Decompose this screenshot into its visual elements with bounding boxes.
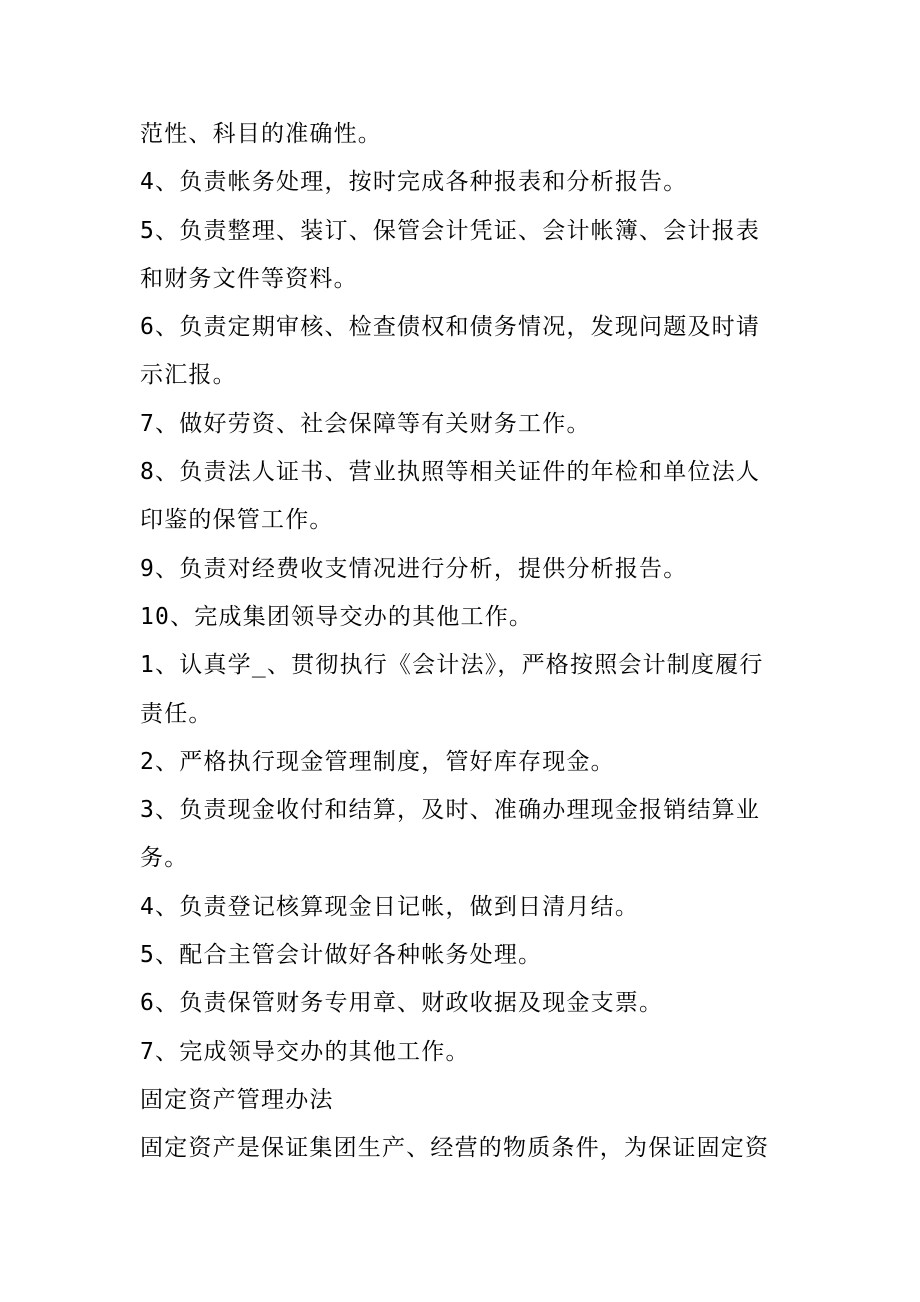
text-line: 5、配合主管会计做好各种帐务处理。 — [140, 942, 543, 969]
text-line: 务。 — [140, 845, 189, 872]
text-line: 9、负责对经费收支情况进行分析，提供分析报告。 — [140, 555, 688, 582]
text-line: 6、负责保管财务专用章、财政收据及现金支票。 — [140, 990, 664, 1017]
text-line: 7、完成领导交办的其他工作。 — [140, 1038, 470, 1065]
text-line: 示汇报。 — [140, 362, 237, 389]
text-line: 范性、科目的准确性。 — [140, 121, 382, 147]
document-body — [140, 110, 785, 1173]
text-line: 和财务文件等资料。 — [140, 265, 358, 292]
text-line: 2、严格执行现金管理制度，管好库存现金。 — [140, 748, 615, 775]
text-line: 10、完成集团领导交办的其他工作。 — [140, 603, 534, 630]
text-line: 6、负责定期审核、检查债权和债务情况，发现问题及时请 — [140, 314, 761, 341]
section-heading: 固定资产管理办法 — [140, 1086, 334, 1113]
text-line: 责任。 — [140, 700, 213, 727]
text-line: 1、认真学_、贯彻执行《会计法》，严格按照会计制度履行 — [140, 652, 764, 679]
text-line: 4、负责帐务处理，按时完成各种报表和分析报告。 — [140, 169, 688, 196]
text-line: 7、做好劳资、社会保障等有关财务工作。 — [140, 410, 591, 437]
text-line: 8、负责法人证书、营业执照等相关证件的年检和单位法人 — [140, 459, 761, 486]
text-line: 5、负责整理、装订、保管会计凭证、会计帐簿、会计报表 — [140, 217, 761, 244]
text-line: 3、负责现金收付和结算，及时、准确办理现金报销结算业 — [140, 797, 761, 824]
text-line: 固定资产是保证集团生产、经营的物质条件，为保证固定资 — [140, 1135, 770, 1162]
text-line: 印鉴的保管工作。 — [140, 507, 334, 534]
text-line: 4、负责登记核算现金日记帐，做到日清月结。 — [140, 893, 640, 920]
